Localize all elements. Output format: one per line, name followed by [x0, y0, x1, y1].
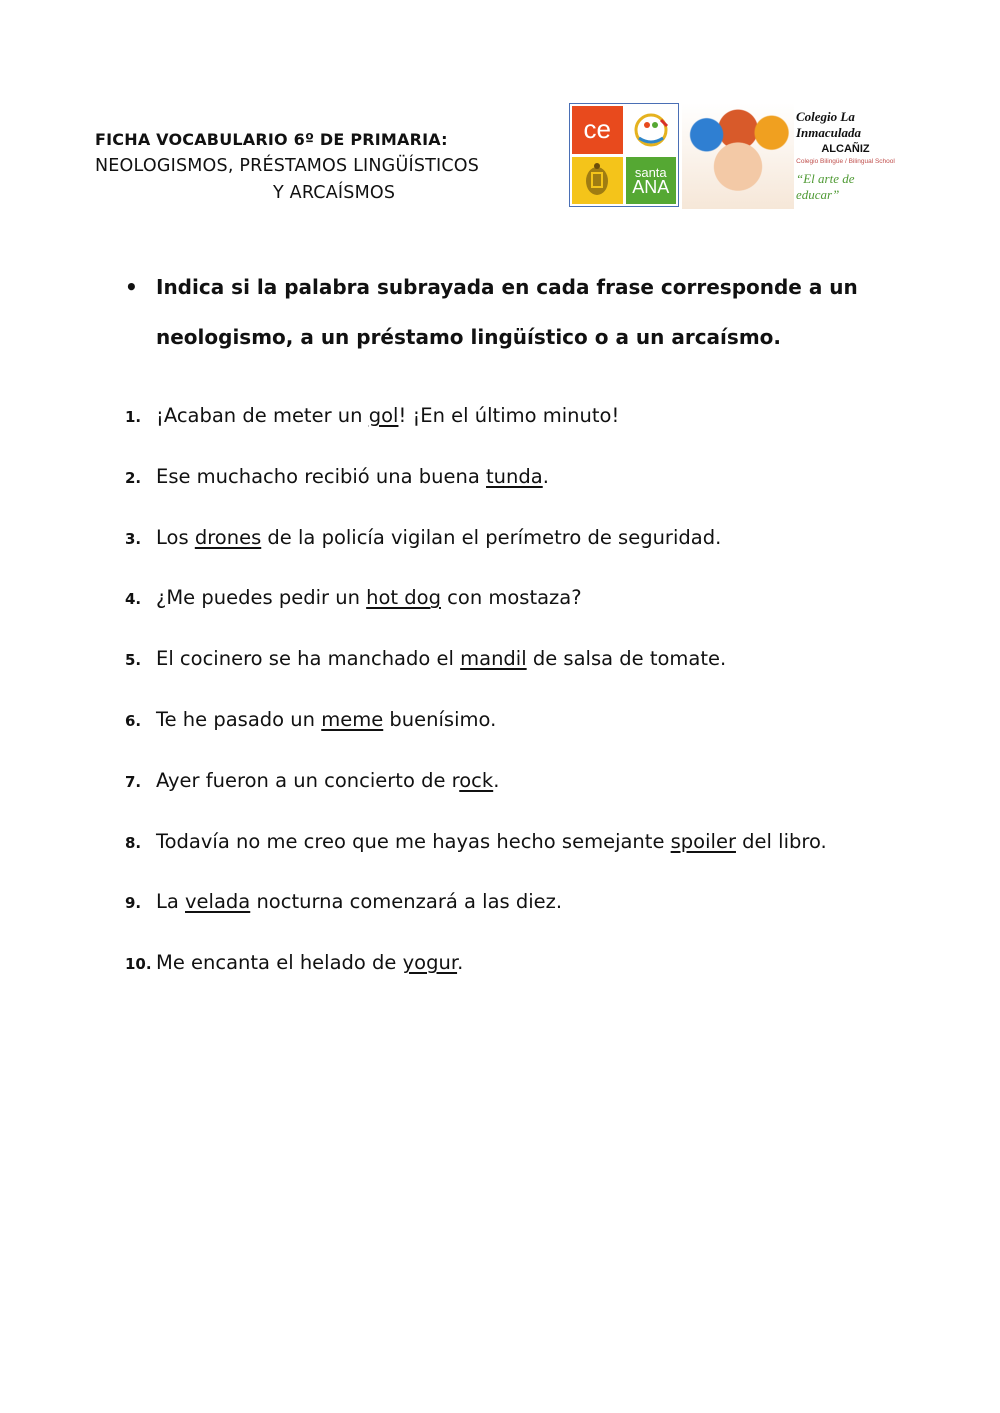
- item-number: 1.: [125, 408, 142, 426]
- sentence: El cocinero se ha manchado el mandil de salsa de tomate.: [156, 647, 727, 671]
- underlined-word: meme: [321, 707, 384, 731]
- underlined-word: mandil: [460, 647, 527, 671]
- sentence: Ese muchacho recibió una buena tunda.: [156, 464, 549, 488]
- item-number: 3.: [125, 529, 142, 548]
- exercise-item-1: [125, 400, 905, 461]
- sentence: ¡Acaban de meter un gol! ¡En el último minuto!: [156, 404, 620, 427]
- school-subtitle: Colegio Bilingüe / Bilingual School: [796, 158, 895, 165]
- underlined-word: gol: [368, 404, 399, 427]
- bullet-icon: •: [125, 275, 138, 299]
- exercise-item-3: [125, 522, 905, 583]
- exercise-item-10: [125, 947, 905, 1008]
- underlined-word: velada: [185, 890, 251, 914]
- exercise-item-7: [125, 765, 905, 826]
- school-name: Colegio La Inmaculada: [796, 109, 862, 140]
- sentence: Te he pasado un meme buenísimo.: [156, 707, 497, 731]
- logo-ana-text: ANA: [632, 177, 670, 198]
- underlined-word: spoiler: [670, 829, 736, 853]
- title-line-2: NEOLOGISMOS, PRÉSTAMOS LINGÜÍSTICOS: [95, 156, 480, 176]
- item-number: 6.: [125, 711, 142, 730]
- logo-santa-text: santa: [634, 165, 667, 181]
- item-number: 9.: [125, 894, 142, 913]
- title-line-3: Y ARCAÍSMOS: [273, 183, 396, 203]
- school-logo-banner: [569, 103, 895, 209]
- exercise-item-8: [125, 826, 905, 887]
- underlined-word: ock: [459, 768, 494, 792]
- item-number: 8.: [125, 833, 142, 852]
- logo-cell-ce: ce: [572, 106, 623, 154]
- item-number: 2.: [125, 468, 142, 487]
- school-info: [794, 103, 895, 209]
- sentence: ¿Me puedes pedir un hot dog con mostaza?: [156, 586, 582, 610]
- school-motto: “El arte de educar”: [796, 171, 855, 202]
- underlined-word: tunda: [486, 464, 543, 488]
- item-number: 10.: [125, 955, 152, 974]
- painted-hands-child-photo: [682, 103, 794, 209]
- instruction: [125, 262, 885, 362]
- underlined-word: hot dog: [366, 586, 441, 610]
- exercise-item-4: [125, 582, 905, 643]
- exercise-item-6: [125, 704, 905, 765]
- logo-cell-santa-ana: [626, 157, 677, 205]
- exercise-item-2: [125, 461, 905, 522]
- sentence: Me encanta el helado de yogur.: [156, 951, 464, 975]
- sentence: La velada nocturna comenzará a las diez.: [156, 890, 563, 914]
- sentence: Ayer fueron a un concierto de rock.: [156, 768, 500, 792]
- family-emblem-icon: [626, 106, 677, 154]
- item-number: 5.: [125, 651, 142, 670]
- school-city: ALCAÑIZ: [821, 143, 870, 155]
- item-number: 4.: [125, 590, 142, 609]
- title-line-1: FICHA VOCABULARIO 6º DE PRIMARIA:: [95, 130, 448, 149]
- exercise-item-9: [125, 886, 905, 947]
- instruction-text: Indica si la palabra subrayada en cada frase corresponde a un neologismo, a un préstamo lingüístico o a un arcaísmo.: [156, 275, 858, 349]
- sentence: Todavía no me creo que me hayas hecho semejante spoiler del libro.: [156, 829, 827, 853]
- exercise-item-5: [125, 643, 905, 704]
- sentence: Los drones de la policía vigilan el perímetro de seguridad.: [156, 525, 722, 549]
- crest-icon: [572, 157, 623, 205]
- ce-santa-ana-logo: [569, 103, 679, 207]
- item-number: 7.: [125, 772, 142, 791]
- underlined-word: yogur: [402, 951, 458, 975]
- worksheet-title: [95, 126, 565, 207]
- exercise-list: [125, 400, 905, 1008]
- underlined-word: drones: [194, 525, 262, 549]
